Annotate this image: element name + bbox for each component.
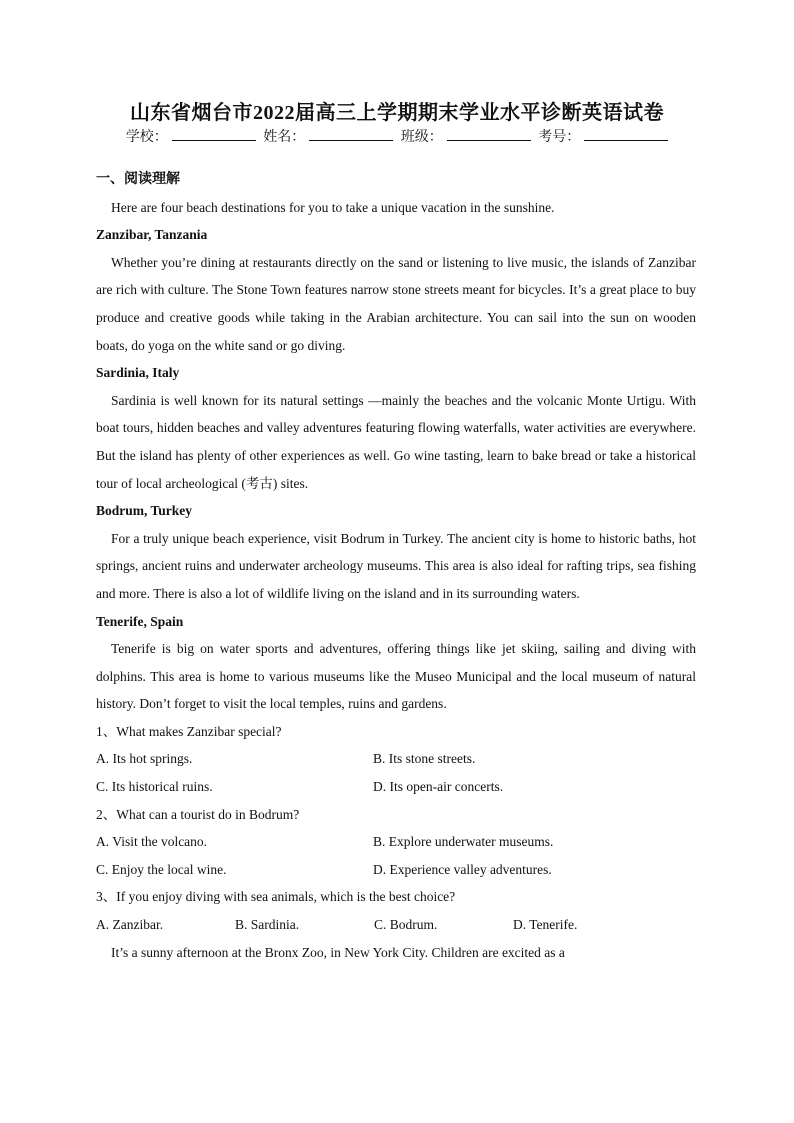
exam-number-label: 考号： [538, 130, 581, 145]
destination-text-zanzibar: Whether you’re dining at restaurants directly on the sand or listening to live music, the islands of Zanzibar are rich with culture. The Stone Town features narrow stone streets meant for bicycles. It’s a great place to buy produce and creative goods while taking in the Arabian architecture. You can sail into the sun on wooden boats, do yoga on the white sand or go diving. [96, 254, 696, 353]
question-2-option-b[interactable]: B. Explore underwater museums. [373, 834, 554, 850]
class-label: 班级： [400, 130, 443, 145]
destination-heading-zanzibar: Zanzibar, Tanzania [96, 227, 208, 243]
student-info-line [0, 126, 794, 146]
question-3-option-a[interactable]: A. Zanzibar. [96, 917, 164, 933]
question-1-option-d[interactable]: D. Its open-air concerts. [373, 779, 504, 795]
destination-text-tenerife: Tenerife is big on water sports and adventures, offering things like jet skiing, sailing and diving with dolphins. This area is home to various museums like the Museo Municipal and the local museum of natural history. Don’t forget to visit the local temples, ruins and gardens. [96, 641, 696, 712]
destination-heading-bodrum: Bodrum, Turkey [96, 503, 193, 519]
exam-number-blank[interactable] [584, 128, 668, 141]
question-3-option-b[interactable]: B. Sardinia. [235, 917, 300, 933]
name-blank[interactable] [309, 128, 393, 141]
question-2-stem: 2、What can a tourist do in Bodrum? [96, 806, 300, 822]
destination-text-bodrum: For a truly unique beach experience, visit Bodrum in Turkey. The ancient city is home to historic baths, hot springs, ancient ruins and underwater archeology museums. This area is also ideal for rafting trips, sea fishing and more. There is also a lot of wildlife living on the island and in its surrounding waters. [96, 530, 696, 601]
destination-text-sardinia: Sardinia is well known for its natural settings —mainly the beaches and the volcanic Monte Urtigu. With boat tours, hidden beaches and valley adventures featuring flowing waterfalls, water activities are everywhere. But the island has plenty of other experiences as well. Go wine tasting, learn to bake bread or take a historical tour of local archeological (考古) sites. [96, 392, 696, 491]
name-label: 姓名： [263, 130, 306, 145]
question-2-option-c[interactable]: C. Enjoy the local wine. [96, 861, 227, 877]
intro-paragraph: Here are four beach destinations for you to take a unique vacation in the sunshine. [111, 199, 555, 215]
next-passage-start: It’s a sunny afternoon at the Bronx Zoo, in New York City. Children are excited as a [111, 944, 565, 960]
school-blank[interactable] [172, 128, 256, 141]
destination-heading-sardinia: Sardinia, Italy [96, 365, 180, 381]
question-2-options-row-1 [96, 828, 696, 856]
destination-heading-tenerife: Tenerife, Spain [96, 613, 184, 629]
question-1-option-b[interactable]: B. Its stone streets. [373, 751, 476, 767]
question-1-options-row-1 [96, 745, 696, 773]
page-title: 山东省烟台市2022届高三上学期期末学业水平诊断英语试卷 [130, 102, 664, 124]
question-3-options-row [96, 911, 696, 939]
school-label: 学校： [125, 130, 168, 145]
class-blank[interactable] [447, 128, 531, 141]
question-2-option-a[interactable]: A. Visit the volcano. [96, 834, 208, 850]
question-1-option-a[interactable]: A. Its hot springs. [96, 751, 193, 767]
question-1-stem: 1、What makes Zanzibar special? [96, 723, 282, 739]
question-3-option-c[interactable]: C. Bodrum. [374, 917, 438, 933]
section-heading: 一、阅读理解 [96, 172, 180, 187]
question-1-options-row-2 [96, 773, 696, 801]
question-1-option-c[interactable]: C. Its historical ruins. [96, 779, 213, 795]
question-2-option-d[interactable]: D. Experience valley adventures. [373, 861, 552, 877]
reading-section [96, 166, 696, 966]
question-2-options-row-2 [96, 856, 696, 884]
question-3-stem: 3、If you enjoy diving with sea animals, which is the best choice? [96, 889, 456, 905]
question-3-option-d[interactable]: D. Tenerife. [513, 917, 578, 933]
